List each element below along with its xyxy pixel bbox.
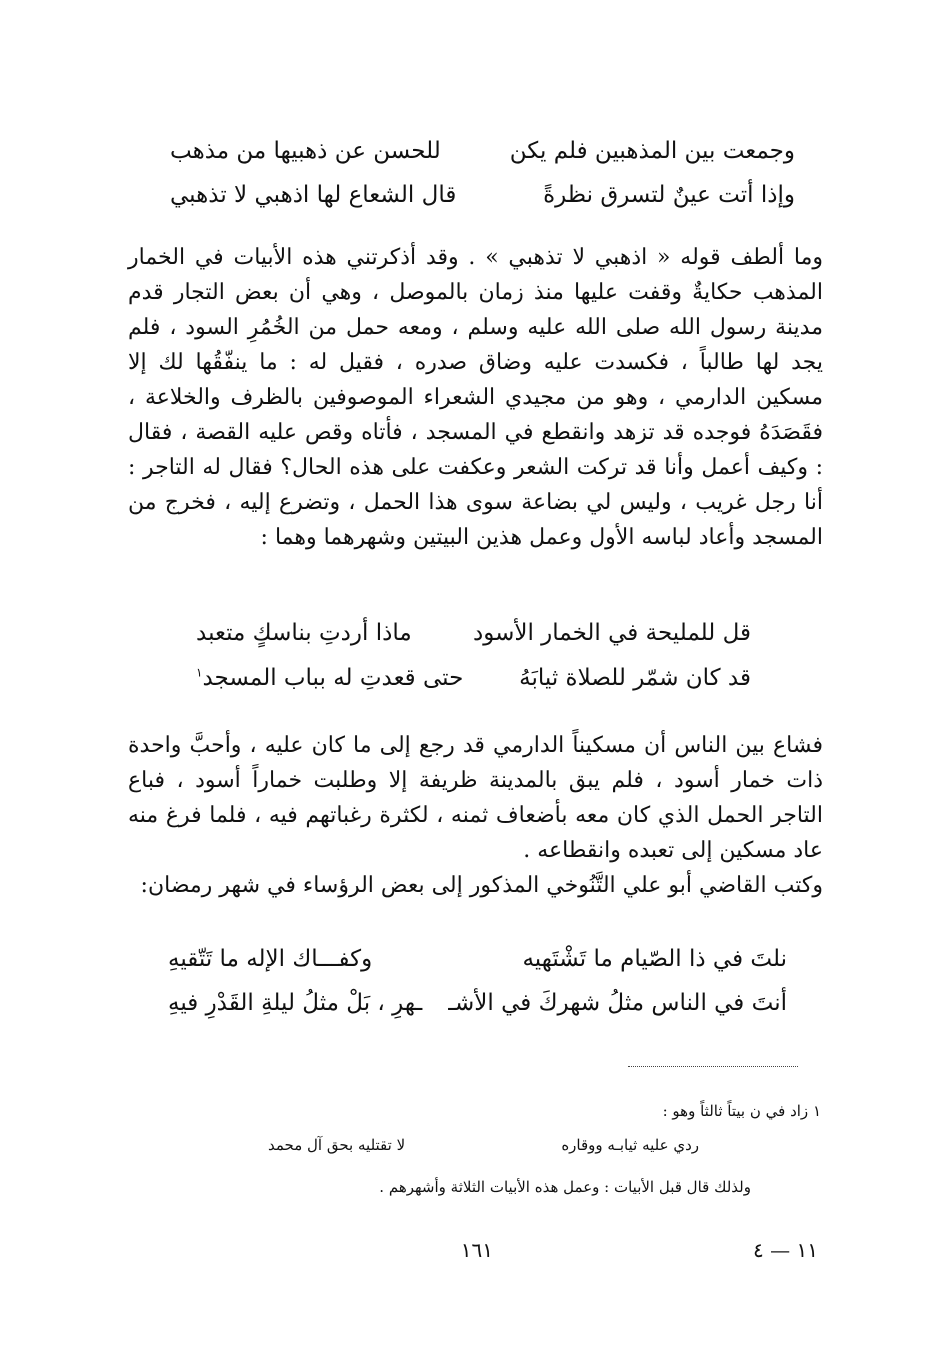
- prose-paragraph-2: [128, 728, 823, 903]
- footnote-line-1: ١ زاد في ن بيتاً ثالثاً وهو :: [662, 1102, 821, 1120]
- signature-mark: ١١ — ٤: [753, 1238, 818, 1262]
- paragraph-2-text: فشاع بين الناس أن مسكيناً الدارمي قد رجع إلى ما كان عليه ، وأحبَّ واحدة ذات خمار أسود ، فلم يبق بالمدينة ظريفة إلا وطلبت خماراً أسود ، فباع التاجر الحمل الذي كان معه بأضعاف ثمنه ، لكثرة رغباتهم فيه ، فلما فرغ منه عاد مسكين إلى تعبده وانقطاعه .: [128, 733, 823, 863]
- footnote-separator: [628, 1066, 798, 1067]
- verse-middle-1: [196, 620, 751, 646]
- verse-middle-2-second-hemistich: [196, 665, 463, 691]
- verse-bottom-2: [168, 990, 787, 1016]
- footnote-verse-first-hemistich: ردي عليه ثيابـه ووقاره: [561, 1136, 699, 1154]
- footnote-verse: [268, 1136, 699, 1154]
- verse-middle-1-first-hemistich: قل للمليحة في الخمار الأسود: [472, 620, 751, 646]
- verse-top-2: [170, 182, 795, 208]
- prose-paragraph-1: [128, 240, 823, 555]
- footnote-reference: ١: [196, 665, 203, 680]
- paragraph-1-text: وما ألطف قوله « اذهبي لا تذهبي » . وقد أذكرتني هذه الأبيات في الخمار المذهب حكايةٌ وقفت عليها منذ زمان بالموصل ، وهي أن بعض التجار قدم مدينة رسول الله صلى الله عليه وسلم ، ومعه حمل من الخُمُرِ السود ، فلم يجد لها طالباً ، فكسدت عليه وضاق صدره ، فقيل له : ما ينفّقُها لك إلا مسكين الدارمي ، وهو من مجيدي الشعراء الموصوفين بالظرف والخلاعة ، فقَصَدَهُ فوجده قد تزهد وانقطع في المسجد ، فأتاه وقص عليه القصة ، فقال : وكيف أعمل وأنا قد تركت الشعر وعكفت على هذه الحال؟ فقال له التاجر : أنا رجل غريب ، وليس لي بضاعة سوى هذا الحمل ، وتضرع إليه ، فخرج من المسجد وأعاد لباسه الأول وعمل هذين البيتين وشهرهما وهما :: [128, 245, 823, 550]
- verse-bottom-1-first-hemistich: نلتَ في ذا الصّيام ما تَشْتَهيه: [522, 946, 787, 972]
- verse-top-1-second-hemistich: للحسن عن ذهبيها من مذهب: [170, 138, 441, 164]
- verse-top-2-second-hemistich: قال الشعاع لها اذهبي لا تذهبي: [170, 182, 457, 208]
- verse-top-1-first-hemistich: وجمعت بين المذهبين فلم يكن: [509, 138, 795, 164]
- footnote-verse-second-hemistich: لا تقتليه بحق آل محمد: [268, 1136, 406, 1154]
- footnote-line-3: ولذلك قال قبل الأبيات : وعمل هذه الأبيات الثلاثة وأشهرهم .: [379, 1178, 751, 1196]
- verse-bottom-1: [168, 946, 787, 972]
- verse-top-2-first-hemistich: وإذا أتت عينٌ لتسرق نظرةً: [543, 182, 795, 208]
- verse-middle-2-first-hemistich: قد كان شمّر للصلاة ثيابَهُ: [519, 665, 751, 691]
- verse-middle-2-second-text: حتى قعدتِ له بباب المسجد: [202, 665, 464, 691]
- verse-bottom-2-first-hemistich: أنتَ في الناس مثلُ شهركَ في الأشـ: [448, 990, 787, 1016]
- paragraph-3-text: وكتب القاضي أبو علي التَّنُوخي المذكور إلى بعض الرؤساء في شهر رمضان:: [140, 873, 823, 898]
- verse-bottom-1-second-hemistich: وكفـــاك الإله ما تَتّقيهِ: [168, 946, 373, 972]
- page-number: ١٦١: [460, 1238, 493, 1262]
- verse-middle-2: [196, 665, 751, 691]
- verse-top-1: [170, 138, 795, 164]
- verse-middle-1-second-hemistich: ماذا أردتِ بناسكٍ متعبد: [196, 620, 412, 646]
- verse-bottom-2-second-hemistich: ـهرِ ، بَلْ مثلُ ليلةِ القَدْرِ فيهِ: [168, 990, 423, 1016]
